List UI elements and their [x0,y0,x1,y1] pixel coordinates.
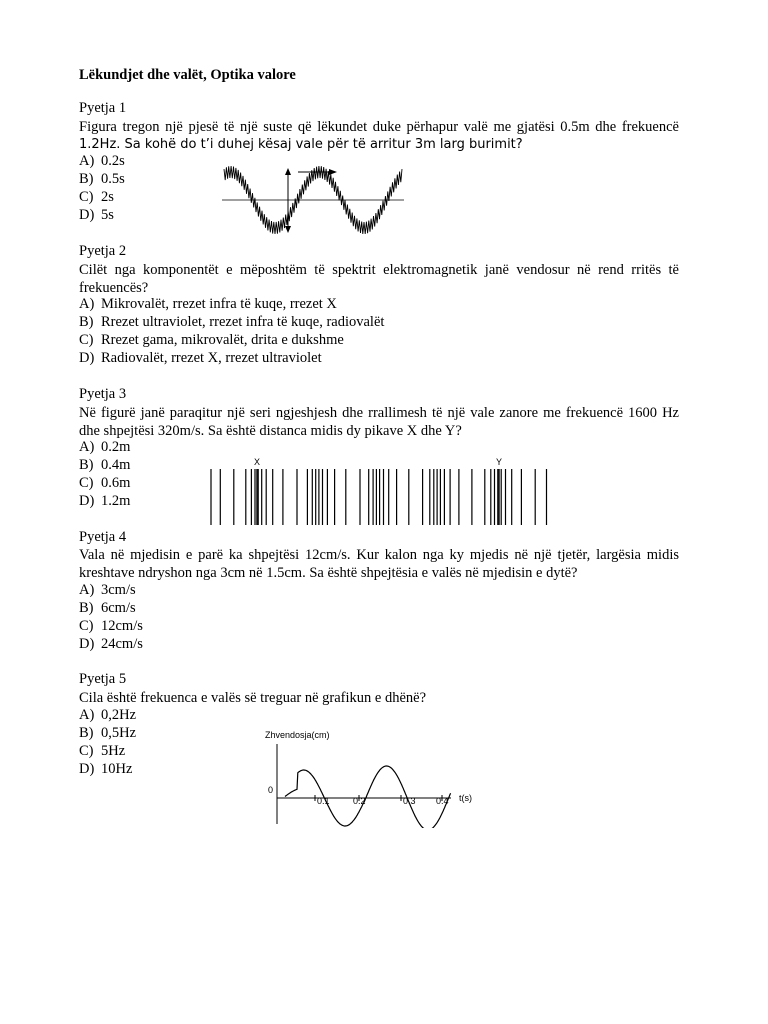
spring-wave-figure [222,160,408,238]
question-4-text-line-1: Vala në mjedisin e parë ka shpejtësi 12cm/s. Kur kalon nga ky mjedis në një tjetër, largësia midis [79,547,679,563]
question-1-option-d[interactable]: D) 5s [79,207,114,223]
graph-tick-label-3: 0.3 [403,796,416,806]
question-1-label: Pyetja 1 [79,100,127,116]
question-2-text-line-2: frekuencës? [79,280,149,296]
question-1-text-line-2: 1.2Hz. Sa kohë do t’i duhej kësaj vale për të arritur 3m larg burimit? [79,137,523,152]
sound-wave-figure [205,455,555,527]
graph-tick-label-4: 0.4 [436,796,449,806]
question-5-option-a[interactable]: A) 0,2Hz [79,707,137,723]
question-5-option-c[interactable]: C) 5Hz [79,743,126,759]
question-1-option-c[interactable]: C) 2s [79,189,114,205]
question-5-label: Pyetja 5 [79,671,127,687]
question-5-option-b[interactable]: B) 0,5Hz [79,725,137,741]
question-3-option-d[interactable]: D) 1.2m [79,493,131,509]
question-3-option-a[interactable]: A) 0.2m [79,439,131,455]
question-3-label: Pyetja 3 [79,386,127,402]
question-4-label: Pyetja 4 [79,529,127,545]
question-1-option-b[interactable]: B) 0.5s [79,171,125,187]
amplitude-arrow-down-head [285,226,291,233]
question-4-option-c[interactable]: C) 12cm/s [79,618,143,634]
question-3-option-b[interactable]: B) 0.4m [79,457,131,473]
question-5-option-d[interactable]: D) 10Hz [79,761,133,777]
question-1-option-a[interactable]: A) 0.2s [79,153,125,169]
document-title: Lëkundjet dhe valët, Optika valore [79,67,296,83]
question-4-option-b[interactable]: B) 6cm/s [79,600,136,616]
question-3-text-line-1: Në figurë janë paraqitur një seri ngjeshjesh dhe rrallimesh të një vale zanore me frekuencë 1600 Hz [79,405,679,421]
displacement-time-graph [255,726,495,828]
question-4-text-line-2: kreshtave ndryshon nga 3cm në 1.5cm. Sa është shpejtësia e valës në mjedisin e dytë? [79,565,578,581]
question-1-text-line-1: Figura tregon një pjesë të një suste që lëkundet duke përhapur valë me gjatësi 0.5m dhe frekuencë [79,119,679,135]
graph-origin-label: 0 [268,785,274,795]
graph-tick-label-1: 0.1 [317,796,330,806]
graph-t-axis-label: t(s) [459,793,472,803]
question-4-option-d[interactable]: D) 24cm/s [79,636,143,652]
propagation-arrow-head [329,169,337,175]
question-2-option-c[interactable]: C) Rrezet gama, mikrovalët, drita e dukshme [79,332,344,348]
graph-wave-curve [285,766,451,828]
question-3-option-c[interactable]: C) 0.6m [79,475,131,491]
question-2-text-line-1: Cilët nga komponentët e mëposhtëm të spektrit elektromagnetik janë vendosur në rend rritës të [79,262,679,278]
graph-y-axis-label: Zhvendosja(cm) [265,730,330,740]
question-2-option-d[interactable]: D) Radiovalët, rrezet X, rrezet ultraviolet [79,350,322,366]
compression-rarefaction-lines [211,469,547,525]
amplitude-arrow-up-head [285,168,291,175]
graph-tick-label-2: 0.2 [353,796,366,806]
question-2-label: Pyetja 2 [79,243,127,259]
point-x-label: X [254,457,261,467]
point-y-label: Y [496,457,503,467]
question-5-text-line-1: Cila është frekuenca e valës së treguar në grafikun e dhënë? [79,690,427,706]
question-3-text-line-2: dhe shpejtësi 320m/s. Sa është distanca midis dy pikave X dhe Y? [79,423,462,439]
question-2-option-b[interactable]: B) Rrezet ultraviolet, rrezet infra të kuqe, radiovalët [79,314,385,330]
question-2-option-a[interactable]: A) Mikrovalët, rrezet infra të kuqe, rrezet X [79,296,337,312]
question-4-option-a[interactable]: A) 3cm/s [79,582,136,598]
